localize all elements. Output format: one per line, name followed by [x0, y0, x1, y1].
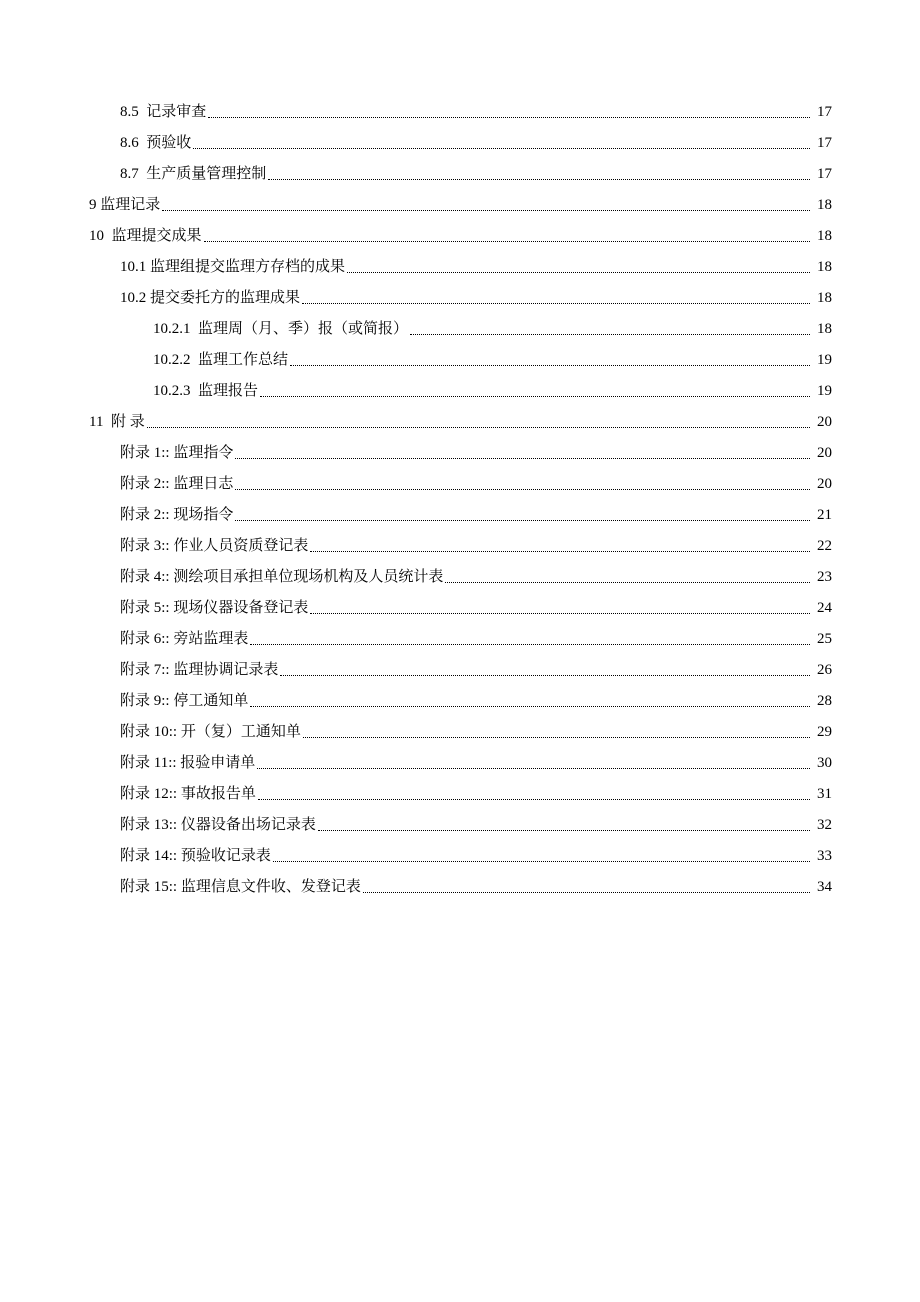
toc-entry[interactable]	[0, 747, 920, 778]
toc-entry-number: 10.2	[120, 289, 150, 306]
toc-entry-page-number: 32	[817, 816, 832, 833]
toc-entry-title: 报验申请单	[180, 754, 256, 771]
toc-entry-page-number: 19	[817, 351, 832, 368]
toc-entry-number: 附录 1::	[120, 444, 174, 461]
toc-entry-page-number: 17	[817, 134, 832, 151]
toc-entry-title: 现场仪器设备登记表	[173, 599, 309, 616]
toc-entry-title: 停工通知单	[173, 692, 249, 709]
toc-entry[interactable]	[0, 530, 920, 561]
toc-entry-page-number: 30	[817, 754, 832, 771]
toc-entry-page-number: 18	[817, 320, 832, 337]
toc-entry-title: 旁站监理表	[173, 630, 249, 647]
toc-entry-page-number: 20	[817, 475, 832, 492]
toc-leader-dots	[310, 595, 810, 614]
toc-entry[interactable]	[0, 220, 920, 251]
toc-entry[interactable]	[0, 158, 920, 189]
toc-entry-number: 附录 15::	[120, 878, 181, 895]
toc-leader-dots	[193, 130, 810, 149]
toc-entry-number: 附录 12::	[120, 785, 181, 802]
toc-entry-number: 附录 2::	[120, 475, 174, 492]
toc-leader-dots	[363, 874, 810, 893]
toc-entry-page-number: 18	[817, 258, 832, 275]
toc-entry-title: 监理提交成果	[111, 227, 202, 244]
toc-entry-page-number: 17	[817, 103, 832, 120]
toc-entry-number: 8.5	[120, 103, 147, 120]
toc-entry-page-number: 24	[817, 599, 832, 616]
toc-leader-dots	[302, 285, 810, 304]
toc-entry-page-number: 31	[817, 785, 832, 802]
toc-entry-number: 附录 7::	[120, 661, 174, 678]
toc-entry-number: 附录 3::	[120, 537, 174, 554]
table-of-contents	[0, 96, 920, 902]
toc-leader-dots	[410, 316, 810, 335]
toc-leader-dots	[260, 378, 810, 397]
toc-entry-page-number: 18	[817, 227, 832, 244]
toc-entry[interactable]	[0, 685, 920, 716]
toc-entry-page-number: 25	[817, 630, 832, 647]
toc-entry-page-number: 20	[817, 413, 832, 430]
toc-leader-dots	[310, 533, 810, 552]
toc-entry-number: 8.6	[120, 134, 147, 151]
toc-entry-page-number: 22	[817, 537, 832, 554]
toc-leader-dots	[250, 626, 810, 645]
toc-entry-number: 10.1	[120, 258, 150, 275]
toc-entry-page-number: 20	[817, 444, 832, 461]
toc-entry-number: 附录 10::	[120, 723, 181, 740]
toc-entry-page-number: 19	[817, 382, 832, 399]
toc-entry[interactable]	[0, 809, 920, 840]
toc-entry-page-number: 34	[817, 878, 832, 895]
toc-leader-dots	[235, 471, 810, 490]
toc-entry[interactable]	[0, 313, 920, 344]
toc-entry-number: 10.2.2	[153, 351, 198, 368]
toc-entry-page-number: 28	[817, 692, 832, 709]
toc-leader-dots	[445, 564, 810, 583]
toc-entry[interactable]	[0, 840, 920, 871]
toc-entry-title: 预验收	[146, 134, 192, 151]
toc-entry[interactable]	[0, 871, 920, 902]
toc-leader-dots	[347, 254, 810, 273]
toc-leader-dots	[235, 502, 810, 521]
toc-entry-title: 监理组提交监理方存档的成果	[150, 258, 346, 275]
toc-entry-title: 仪器设备出场记录表	[180, 816, 316, 833]
toc-entry-title: 提交委托方的监理成果	[150, 289, 301, 306]
toc-entry-title: 附 录	[110, 413, 145, 430]
toc-entry-page-number: 17	[817, 165, 832, 182]
toc-entry-title: 事故报告单	[180, 785, 256, 802]
toc-entry-number: 10.2.1	[153, 320, 198, 337]
toc-entry[interactable]	[0, 127, 920, 158]
toc-entry[interactable]	[0, 592, 920, 623]
toc-entry[interactable]	[0, 406, 920, 437]
toc-entry-title: 监理日志	[173, 475, 234, 492]
toc-leader-dots	[208, 99, 810, 118]
toc-leader-dots	[273, 843, 810, 862]
toc-entry[interactable]	[0, 716, 920, 747]
toc-entry-page-number: 18	[817, 289, 832, 306]
toc-leader-dots	[162, 192, 810, 211]
toc-entry[interactable]	[0, 189, 920, 220]
toc-entry[interactable]	[0, 251, 920, 282]
toc-entry-page-number: 29	[817, 723, 832, 740]
toc-entry-number: 附录 5::	[120, 599, 174, 616]
toc-entry-number: 附录 6::	[120, 630, 174, 647]
toc-leader-dots	[290, 347, 810, 366]
toc-leader-dots	[280, 657, 810, 676]
toc-entry-page-number: 26	[817, 661, 832, 678]
toc-entry-number: 附录 11::	[120, 754, 181, 771]
toc-entry[interactable]	[0, 282, 920, 313]
toc-leader-dots	[257, 750, 810, 769]
toc-entry-title: 生产质量管理控制	[146, 165, 267, 182]
toc-entry-number: 附录 2::	[120, 506, 174, 523]
toc-entry-number: 9	[89, 196, 101, 213]
toc-leader-dots	[235, 440, 810, 459]
toc-entry[interactable]	[0, 468, 920, 499]
toc-entry[interactable]	[0, 375, 920, 406]
toc-entry-title: 开（复）工通知单	[180, 723, 301, 740]
toc-entry-title: 测绘项目承担单位现场机构及人员统计表	[173, 568, 444, 585]
toc-entry-title: 预验收记录表	[180, 847, 271, 864]
toc-entry-number: 附录 4::	[120, 568, 174, 585]
toc-entry-title: 监理周（月、季）报（或简报）	[198, 320, 409, 337]
toc-leader-dots	[268, 161, 810, 180]
toc-entry-title: 监理工作总结	[198, 351, 289, 368]
toc-entry[interactable]	[0, 344, 920, 375]
toc-entry-page-number: 21	[817, 506, 832, 523]
toc-entry-page-number: 23	[817, 568, 832, 585]
toc-entry-number: 11	[89, 413, 111, 430]
toc-entry[interactable]	[0, 778, 920, 809]
toc-entry-page-number: 33	[817, 847, 832, 864]
toc-entry-title: 作业人员资质登记表	[173, 537, 309, 554]
toc-entry-title: 现场指令	[173, 506, 234, 523]
toc-leader-dots	[204, 223, 810, 242]
toc-entry-number: 10	[89, 227, 112, 244]
toc-leader-dots	[303, 719, 810, 738]
toc-entry-number: 附录 9::	[120, 692, 174, 709]
toc-entry-number: 附录 13::	[120, 816, 181, 833]
toc-leader-dots	[258, 781, 810, 800]
toc-leader-dots	[250, 688, 810, 707]
toc-entry[interactable]	[0, 96, 920, 127]
toc-entry[interactable]	[0, 437, 920, 468]
toc-entry[interactable]	[0, 654, 920, 685]
toc-entry-title: 监理记录	[100, 196, 161, 213]
toc-leader-dots	[318, 812, 810, 831]
toc-entry-number: 10.2.3	[153, 382, 198, 399]
toc-entry-title: 监理报告	[198, 382, 259, 399]
toc-entry[interactable]	[0, 561, 920, 592]
toc-entry-title: 监理协调记录表	[173, 661, 279, 678]
toc-entry-number: 附录 14::	[120, 847, 181, 864]
toc-entry[interactable]	[0, 499, 920, 530]
toc-entry-number: 8.7	[120, 165, 147, 182]
toc-entry-page-number: 18	[817, 196, 832, 213]
toc-entry-title: 记录审查	[146, 103, 207, 120]
toc-entry-title: 监理指令	[173, 444, 234, 461]
toc-entry-title: 监理信息文件收、发登记表	[180, 878, 361, 895]
toc-entry[interactable]	[0, 623, 920, 654]
toc-leader-dots	[147, 409, 810, 428]
